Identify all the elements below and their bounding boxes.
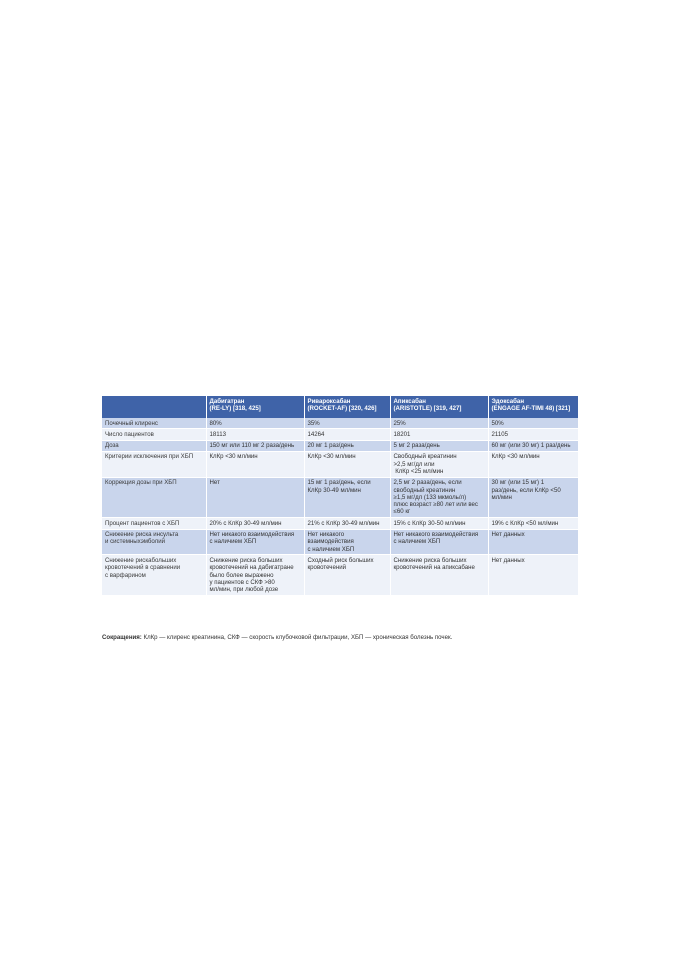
table-row xyxy=(102,451,578,477)
table-cell xyxy=(488,451,578,477)
row-label-line: с варфарином xyxy=(105,571,146,579)
table-cell xyxy=(206,529,304,555)
table-cell xyxy=(488,529,578,555)
row-label-line: Процент пациентов с ХБП xyxy=(105,519,180,527)
row-label-cell xyxy=(102,440,206,451)
row-label-line: Критерии исключения при ХБП xyxy=(105,453,194,461)
header-cell-drug xyxy=(304,396,390,418)
cell-text-line: раз/день, если КлКр <50 xyxy=(491,486,561,494)
row-label-cell xyxy=(102,451,206,477)
cell-text-line: 20 мг 1 раз/день xyxy=(307,442,354,450)
cell-text-line: кровотечений на апиксабане xyxy=(393,564,475,572)
row-label-cell xyxy=(102,477,206,517)
row-label-line: и системныхэмболий xyxy=(105,538,166,546)
table-cell xyxy=(488,518,578,529)
cell-text-line: Нет данных xyxy=(491,531,525,539)
cell-text-line: 15 мг 1 раз/день, если xyxy=(307,479,371,487)
table-header xyxy=(102,396,578,418)
table-row xyxy=(102,555,578,595)
table-cell xyxy=(206,451,304,477)
cell-text-line: кровотечений xyxy=(307,564,347,572)
cell-text-line: 25% xyxy=(393,419,406,427)
row-label-line: Снижение рискабольших xyxy=(105,556,177,564)
header-drug-name: Эдоксабан xyxy=(491,398,525,405)
footnote-label: Сокращения: xyxy=(102,634,142,641)
table-cell xyxy=(390,451,488,477)
table-cell xyxy=(206,555,304,595)
table-cell xyxy=(488,555,578,595)
cell-text-line: КлКр <30 мл/мин xyxy=(491,453,540,461)
row-label-cell xyxy=(102,418,206,429)
cell-text-line: 21105 xyxy=(491,430,508,438)
table-cell xyxy=(488,477,578,517)
table-cell xyxy=(304,477,390,517)
header-cell-drug xyxy=(390,396,488,418)
cell-text-line: с наличием ХБП xyxy=(393,538,441,546)
table-cell xyxy=(390,477,488,517)
cell-text-line: ≥1,5 мг/дл (133 мкмоль/л) xyxy=(393,493,467,501)
comparison-table-container xyxy=(102,396,578,596)
cell-text-line: 30 мг (или 15 мг) 1 xyxy=(491,479,545,487)
table-row xyxy=(102,529,578,555)
cell-text-line: 60 мг (или 30 мг) 1 раз/день xyxy=(491,442,571,450)
cell-text-line: было более выражено xyxy=(209,571,274,579)
row-label-line: Почечный клиренс xyxy=(105,419,158,427)
table-cell xyxy=(390,429,488,440)
cell-text-line: Снижение риска больших xyxy=(393,556,467,564)
header-cell-empty xyxy=(102,396,206,418)
cell-text-line: 150 мг или 110 мг 2 раза/день xyxy=(209,442,295,450)
cell-text-line: 18113 xyxy=(209,430,226,438)
row-label-line: Снижение риска инсульта xyxy=(105,531,179,539)
cell-text-line: 80% xyxy=(209,419,222,427)
table-row xyxy=(102,440,578,451)
cell-text-line: КлКр <30 мл/мин xyxy=(307,453,356,461)
header-trial-reference: (RE-LY) [318, 425] xyxy=(209,405,261,413)
row-label-cell xyxy=(102,529,206,555)
table-cell xyxy=(206,418,304,429)
table-cell xyxy=(390,418,488,429)
row-label-cell xyxy=(102,429,206,440)
cell-text-line: Нет никакого xyxy=(307,531,345,539)
table-row xyxy=(102,429,578,440)
cell-text-line: 19% с КлКр <50 мл/мин xyxy=(491,519,559,527)
cell-text-line: Нет данных xyxy=(491,556,525,564)
cell-text-line: свободный креатинин xyxy=(393,486,456,494)
header-trial-reference: (ENGAGE AF-TIMI 48) [321] xyxy=(491,405,571,413)
row-label-line: Число пациентов xyxy=(105,430,154,438)
row-label-line: Коррекция дозы при ХБП xyxy=(105,479,177,487)
cell-text-line: 18201 xyxy=(393,430,411,438)
table-cell xyxy=(304,451,390,477)
cell-text-line: мл/мин, при любой дозе xyxy=(209,586,279,594)
table-cell xyxy=(304,440,390,451)
row-label-cell xyxy=(102,518,206,529)
cell-text-line: 50% xyxy=(491,419,504,427)
header-cell-drug xyxy=(488,396,578,418)
row-label-cell xyxy=(102,555,206,595)
cell-text-line: Нет никакого взаимодействия xyxy=(393,531,479,539)
header-trial-reference: (ARISTOTLE) [319, 427] xyxy=(393,405,462,413)
cell-text-line: Снижение риска больших xyxy=(209,556,283,564)
cell-text-line: Нет xyxy=(209,479,220,487)
table-cell xyxy=(488,418,578,429)
table-cell xyxy=(304,418,390,429)
cell-text-line: взаимодействия xyxy=(307,538,354,546)
row-label-line: кровотечений в сравнении xyxy=(105,564,181,572)
table-cell xyxy=(390,529,488,555)
table-body xyxy=(102,418,578,595)
cell-text-line: кровотечений на дабигатране xyxy=(209,564,294,572)
table-cell xyxy=(304,529,390,555)
table-cell xyxy=(304,429,390,440)
table-row xyxy=(102,518,578,529)
table-cell xyxy=(390,440,488,451)
cell-text-line: КлКр <30 мл/мин xyxy=(209,453,258,461)
cell-text-line: мл/мин xyxy=(491,493,512,501)
cell-text-line: ≤60 кг xyxy=(393,508,411,516)
cell-text-line: >2,5 мг/дл или xyxy=(393,460,435,468)
table-cell xyxy=(390,555,488,595)
cell-text-line: КлКр 30-49 мл/мин xyxy=(307,486,361,494)
header-cell-drug xyxy=(206,396,304,418)
header-drug-name: Дабигатран xyxy=(209,398,245,405)
abbreviations-footnote xyxy=(102,634,578,641)
cell-text-line: Свободный креатинин xyxy=(393,453,457,461)
table-cell xyxy=(304,555,390,595)
table-cell xyxy=(488,429,578,440)
header-drug-name: Апиксабан xyxy=(393,398,426,405)
footnote-text: КлКр — клиренс креатинина, СКФ — скорость клубочковой фильтрации, ХБП — хроническая болезнь почек. xyxy=(141,634,453,641)
cell-text-line: 14264 xyxy=(307,430,325,438)
table-cell xyxy=(206,429,304,440)
table-cell xyxy=(206,440,304,451)
cell-text-line: 35% xyxy=(307,419,320,427)
cell-text-line: 15% с КлКр 30-50 мл/мин xyxy=(393,519,466,527)
header-row xyxy=(102,396,578,418)
cell-text-line: КлКр <25 мл/мин xyxy=(393,467,444,475)
row-label-line: Доза xyxy=(105,442,119,450)
drug-comparison-table xyxy=(102,396,578,596)
table-cell xyxy=(206,518,304,529)
cell-text-line: плюс возраст ≥80 лет или вес xyxy=(393,501,478,509)
cell-text-line: 21% с КлКр 30-49 мл/мин xyxy=(307,519,380,527)
cell-text-line: Сходный риск больших xyxy=(307,556,374,564)
table-cell xyxy=(488,440,578,451)
cell-text-line: Нет никакого взаимодействия xyxy=(209,531,295,539)
header-trial-reference: (ROCKET-AF) [320, 426] xyxy=(307,405,377,413)
table-cell xyxy=(304,518,390,529)
cell-text-line: с наличием ХБП xyxy=(307,545,355,553)
cell-text-line: 20% с КлКр 30-49 мл/мин xyxy=(209,519,282,527)
table-row xyxy=(102,418,578,429)
cell-text-line: 2,5 мг 2 раза/день, если xyxy=(393,479,462,487)
cell-text-line: с наличием ХБП xyxy=(209,538,257,546)
cell-text-line: 5 мг 2 раза/день xyxy=(393,442,440,450)
cell-text-line: у пациентов с СКФ >80 xyxy=(209,578,275,586)
table-cell xyxy=(206,477,304,517)
table-cell xyxy=(390,518,488,529)
header-drug-name: Ривароксабан xyxy=(307,398,351,405)
table-row xyxy=(102,477,578,517)
